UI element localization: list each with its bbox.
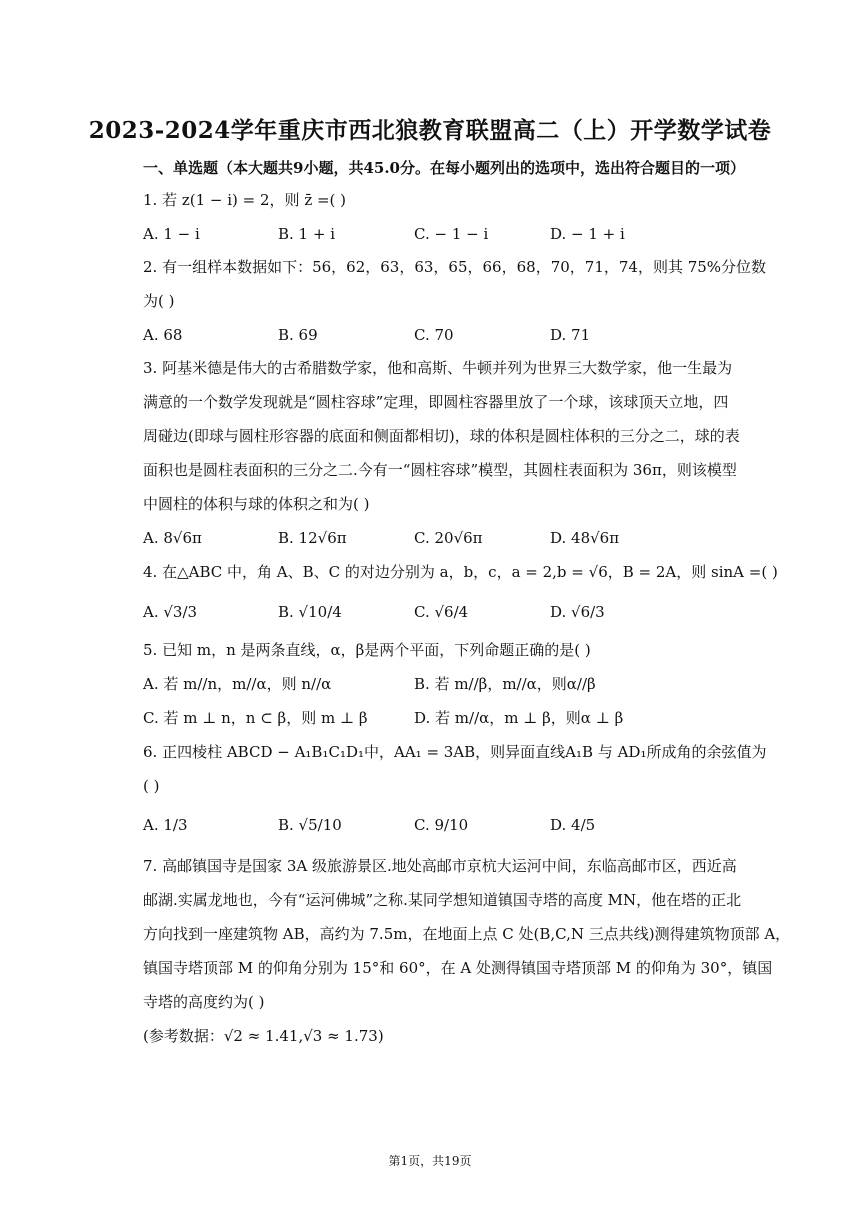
page-footer: 第1页，共19页 <box>388 1154 472 1168</box>
q1-option-b: B. 1 + i <box>278 225 336 243</box>
question-3-line: 满意的一个数学发现就是“圆柱容球”定理，即圆柱容器里放了一个球，该球顶天立地，四 <box>143 393 729 411</box>
q5-option-c: C. 若 m ⊥ n，n ⊂ β，则 m ⊥ β <box>143 709 368 727</box>
question-7-line: 7. 高邮镇国寺是国家 3A 级旅游景区.地处高邮市京杭大运河中间，东临高邮市区，西近高 <box>143 857 737 875</box>
question-3-line: 周碰边(即球与圆柱形容器的底面和侧面都相切)，球的体积是圆柱体积的三分之二，球的表 <box>143 427 740 445</box>
q3-option-c: C. 20√6π <box>414 529 483 547</box>
question-4-stem: 4. 在△ABC 中，角 A、B、C 的对边分别为 a，b，c，a = 2,b = √6，B = 2A，则 sinA =( ) <box>143 563 778 581</box>
question-6-line: 6. 正四棱柱 ABCD − A₁B₁C₁D₁中，AA₁ = 3AB，则异面直线A₁B 与 AD₁所成角的余弦值为 <box>143 743 767 761</box>
q1-option-d: D. − 1 + i <box>550 225 625 243</box>
question-2-line: 2. 有一组样本数据如下：56，62，63，63，65，66，68，70，71，74，则其 75%分位数 <box>143 258 767 276</box>
q1-option-c: C. − 1 − i <box>414 225 489 243</box>
q6-option-a: A. 1/3 <box>143 816 188 834</box>
q4-option-b: B. √10/4 <box>278 603 342 621</box>
question-5-stem: 5. 已知 m，n 是两条直线，α，β是两个平面，下列命题正确的是( ) <box>143 641 591 659</box>
question-2-line: 为( ) <box>143 292 175 310</box>
q5-option-d: D. 若 m//α，m ⊥ β，则α ⊥ β <box>414 709 624 727</box>
question-7-line: 寺塔的高度约为( ) <box>143 993 265 1011</box>
q3-option-d: D. 48√6π <box>550 529 620 547</box>
q6-option-b: B. √5/10 <box>278 816 342 834</box>
q2-option-b: B. 69 <box>278 326 318 344</box>
q5-option-b: B. 若 m//β，m//α，则α//β <box>414 675 596 693</box>
question-3-line: 中圆柱的体积与球的体积之和为( ) <box>143 495 370 513</box>
q3-option-b: B. 12√6π <box>278 529 347 547</box>
question-6-line: ( ) <box>143 777 160 795</box>
exam-title: 2023-2024学年重庆市西北狼教育联盟高二（上）开学数学试卷 <box>88 117 772 144</box>
question-7-line: 方向找到一座建筑物 AB，高约为 7.5m，在地面上点 C 处(B,C,N 三点共线)测得建筑物顶部 A， <box>143 925 791 943</box>
q4-option-c: C. √6/4 <box>414 603 469 621</box>
q2-option-d: D. 71 <box>550 326 591 344</box>
q4-option-d: D. √6/3 <box>550 603 605 621</box>
q3-option-a: A. 8√6π <box>143 529 202 547</box>
q5-option-a: A. 若 m//n，m//α，则 n//α <box>143 675 332 693</box>
question-3-line: 3. 阿基米德是伟大的古希腊数学家，他和高斯、牛顿并列为世界三大数学家，他一生最为 <box>143 359 733 377</box>
q4-option-a: A. √3/3 <box>143 603 198 621</box>
reference-data: (参考数据：√2 ≈ 1.41,√3 ≈ 1.73) <box>143 1027 384 1045</box>
q6-option-c: C. 9/10 <box>414 816 469 834</box>
q2-option-c: C. 70 <box>414 326 454 344</box>
q1-option-a: A. 1 − i <box>143 225 200 243</box>
section-heading: 一、单选题（本大题共9小题，共45.0分。在每小题列出的选项中，选出符合题目的一项） <box>143 159 745 177</box>
question-7-line: 邮湖.实属龙地也，今有“运河佛城”之称.某同学想知道镇国寺塔的高度 MN，他在塔的正北 <box>143 891 742 909</box>
q6-option-d: D. 4/5 <box>550 816 596 834</box>
question-3-line: 面积也是圆柱表面积的三分之二.今有一“圆柱容球”模型，其圆柱表面积为 36π，则该模型 <box>143 461 737 479</box>
question-7-line: 镇国寺塔顶部 M 的仰角分别为 15°和 60°，在 A 处测得镇国寺塔顶部 M 的仰角为 30°，镇国 <box>143 959 773 977</box>
question-1-stem: 1. 若 z(1 − i) = 2，则 z̄ =( ) <box>143 191 347 209</box>
q2-option-a: A. 68 <box>143 326 183 344</box>
